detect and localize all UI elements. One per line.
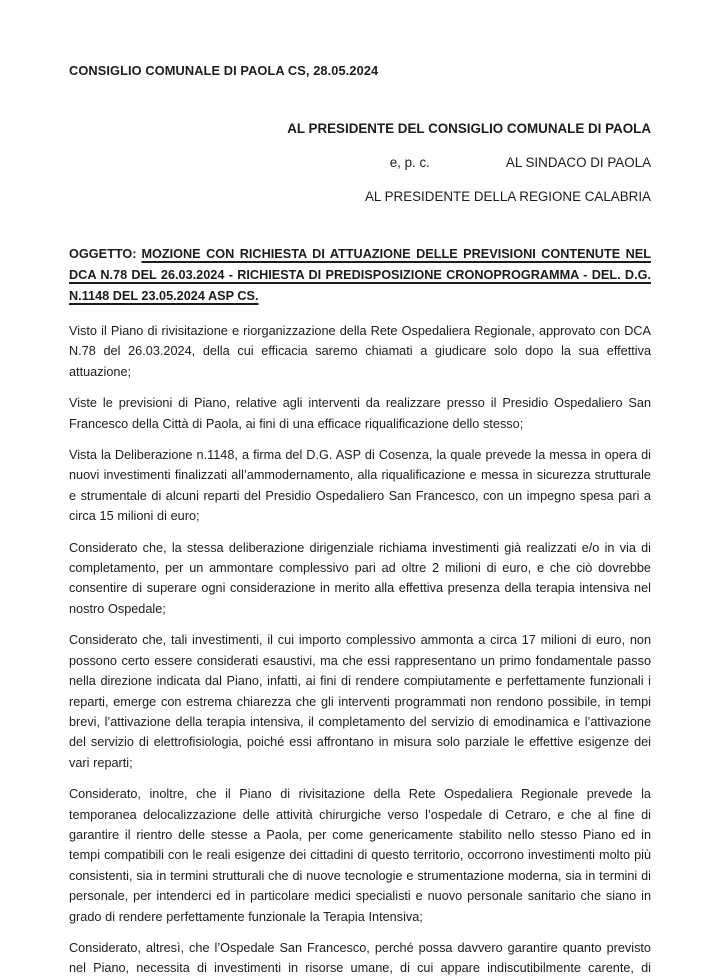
document-body xyxy=(69,321,651,979)
recipients-block xyxy=(69,120,651,206)
recipient-cc-prefix: e, p. c. xyxy=(389,155,430,170)
paragraph-viste-previsioni: Viste le previsioni di Piano, relative agli interventi da realizzare presso il Presidio Ospedaliero San Francesco della Città di Paola, ai fini di una efficace riqualificazione dello stesso; xyxy=(69,396,651,431)
paragraph-vista-deliberazione: Vista la Deliberazione n.1148, a firma del D.G. ASP di Cosenza, la quale prevede la messa in opera di nuovi investimenti finalizzati all’ammodernamento, alla riqualificazione e messa in sicurezza strutturale e strumentale di alcuni reparti del Presidio Ospedaliero San Francesco, con un impegno spesa pari a circa 15 milioni di euro; xyxy=(69,448,651,524)
recipient-line-president-council: AL PRESIDENTE DEL CONSIGLIO COMUNALE DI PAOLA xyxy=(287,121,651,136)
document-header-date: CONSIGLIO COMUNALE DI PAOLA CS, 28.05.2024 xyxy=(69,63,379,78)
subject-label: OGGETTO: xyxy=(69,247,137,261)
paragraph-considerato-altresi: Considerato, altresì, che l’Ospedale San Francesco, perché possa davvero garantire quanto previsto nel Piano, necessita di investimenti in risorse umane, di cui appare indiscutibilmente carente, di xyxy=(69,940,651,976)
recipient-line-region-president: AL PRESIDENTE DELLA REGIONE CALABRIA xyxy=(364,189,651,204)
paragraph-considerato-inoltre: Considerato, inoltre, che il Piano di rivisitazione della Rete Ospedaliera Regionale prevede la temporanea delocalizzazione delle attività chirurgiche verso l’ospedale di Cetraro, e che al fine di garantire il rientro delle stesse a Paola, per come genericamente stabilito nello stesso Piano ed in tempi compatibili con le reali esigenze dei cittadini di questo territorio, occorrono investimenti molto più consistenti, sia in termini strutturali che di nuove tecnologie e strumentazione moderna, sia in termini di personale, per intenderci ed in particolare medici specialisti e nuovo personale sanitario che siano in grado di rendere perfettamente funzionale la Terapia Intensiva; xyxy=(69,787,651,924)
paragraph-visto-piano: Visto il Piano di rivisitazione e riorganizzazione della Rete Ospedaliera Regionale, approvato con DCA N.78 del 26.03.2024, della cui efficacia saremo chiamati a giudicare solo dopo la sua effettiva attuazione; xyxy=(69,324,651,379)
paragraph-considerato-deliberazione: Considerato che, la stessa deliberazione dirigenziale richiama investimenti già realizzati e/o in via di completamento, per un ammontare complessivo pari ad oltre 2 milioni di euro, e che ciò dovrebbe consentire di superare ogni considerazione in merito alla effettiva presenza della terapia intensiva nel nostro Ospedale; xyxy=(69,540,651,616)
recipient-mayor-label: AL SINDACO DI PAOLA xyxy=(505,155,651,170)
subject-text: MOZIONE CON RICHIESTA DI ATTUAZIONE DELLE PREVISIONI CONTENUTE NEL DCA N.78 DEL 26.03.2024 - RICHIESTA DI PREDISPOSIZIONE CRONOPROGRAMMA - DEL. D.G. N.1148 DEL 23.05.2024 ASP CS. xyxy=(69,247,651,303)
subject-paragraph xyxy=(69,244,651,307)
recipient-line-mayor xyxy=(69,154,651,172)
paragraph-considerato-investimenti: Considerato che, tali investimenti, il cui importo complessivo ammonta a circa 17 milioni di euro, non possono certo essere considerati esaustivi, ma che essi rappresentano un primo fondamentale passo nella direzione indicata dal Piano, infatti, ai fini di rendere compiutamente e perfettamente funzionali i reparti, emerge con estrema chiarezza che gli interventi programmati non rendono possibile, in tempi brevi, l’attivazione della terapia intensiva, il completamento del servizio di emodinamica e l’attivazione del servizio di elettrofisiologia, poiché essi affrontano in misura solo parziale le effettive esigenze dei vari reparti; xyxy=(69,633,651,770)
